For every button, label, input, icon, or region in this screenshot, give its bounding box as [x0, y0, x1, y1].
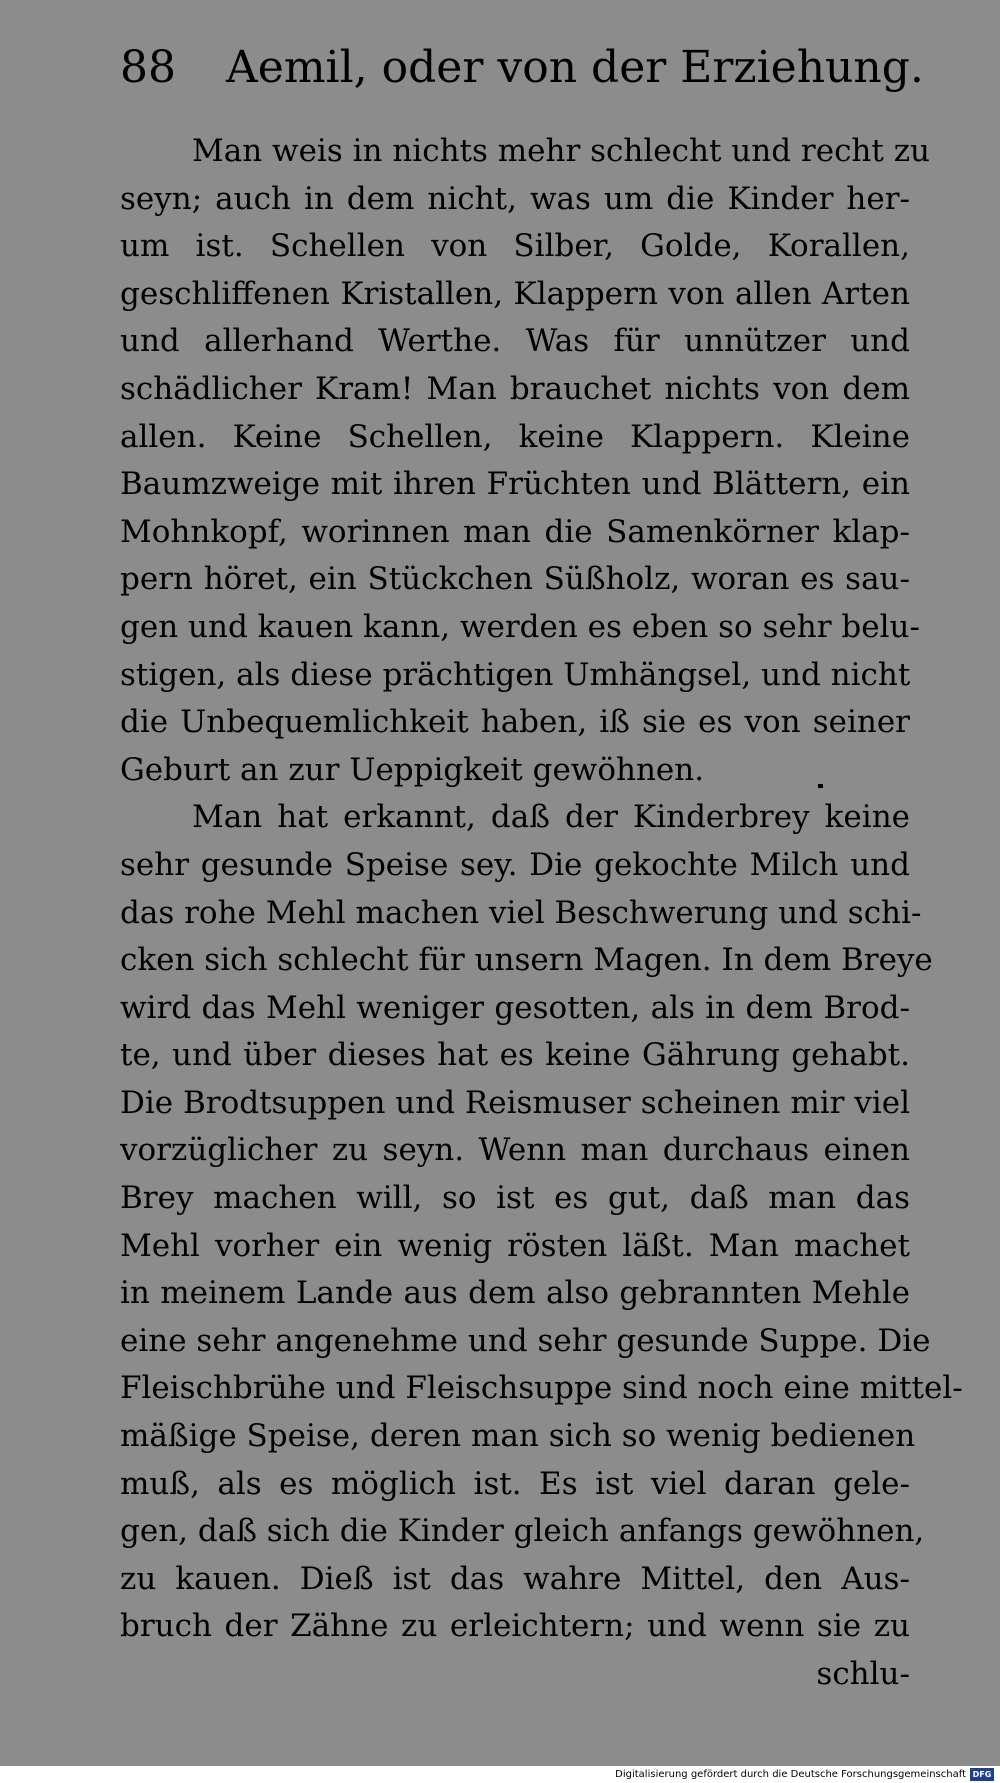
text-line: Mohnkopf, worinnen man die Samenkörner klap- — [120, 513, 910, 550]
text-line: gen und kauen kann, werden es eben so sehr belu- — [120, 608, 920, 645]
text-line: Baumzweige mit ihren Früchten und Blättern, ein — [120, 466, 910, 503]
text-line: Fleischbrühe und Fleischsuppe sind noch eine mittel- — [120, 1370, 963, 1407]
text-line: das rohe Mehl machen viel Beschwerung und schi- — [120, 894, 922, 931]
text-line: sehr gesunde Speise sey. Die gekochte Milch und — [120, 846, 910, 883]
text-line: zu kauen. Dieß ist das wahre Mittel, den Aus- — [120, 1560, 910, 1597]
print-speck — [818, 784, 823, 788]
text-line: mäßige Speise, deren man sich so wenig bedienen — [120, 1418, 916, 1455]
text-line: cken sich schlecht für unsern Magen. In dem Breye — [120, 942, 933, 979]
text-line: Geburt an zur Ueppigkeit gewöhnen. — [120, 751, 705, 788]
paragraph-2 — [120, 794, 963, 1651]
dfg-logo: DFG — [970, 1768, 994, 1781]
text-block — [120, 128, 963, 1699]
text-line: te, und über dieses hat es keine Gährung gehabt. — [120, 1037, 910, 1074]
text-line: muß, als es möglich ist. Es ist viel daran gele- — [120, 1465, 910, 1502]
funding-credit: Digitalisierung gefördert durch die Deutsche Forschungsgemeinschaft — [615, 1769, 966, 1780]
text-line: gen, daß sich die Kinder gleich anfangs gewöhnen, — [120, 1513, 925, 1550]
text-line: die Unbequemlichkeit haben, iß sie es von seiner — [120, 704, 910, 741]
text-line: vorzüglicher zu seyn. Wenn man durchaus einen — [120, 1132, 910, 1169]
catchword: schlu- — [816, 1656, 910, 1692]
text-line: allen. Keine Schellen, keine Klappern. Kleine — [120, 418, 910, 455]
text-line: geschliffenen Kristallen, Klappern von allen Arten — [120, 275, 910, 312]
running-title: Aemil, oder von der Erziehung. — [226, 42, 924, 93]
text-line: Man hat erkannt, daß der Kinderbrey keine — [192, 799, 910, 836]
text-line: um ist. Schellen von Silber, Golde, Korallen, — [120, 228, 910, 265]
text-line: wird das Mehl weniger gesotten, als in dem Brod- — [120, 989, 910, 1026]
text-line: Die Brodtsuppen und Reismuser scheinen mir viel — [120, 1084, 910, 1121]
text-line: und allerhand Werthe. Was für unnützer und — [120, 323, 910, 360]
text-line: pern höret, ein Stückchen Süßholz, woran es sau- — [120, 561, 910, 598]
text-line: in meinem Lande aus dem also gebrannten Mehle — [120, 1275, 910, 1312]
text-line: Brey machen will, so ist es gut, daß man das — [120, 1180, 910, 1217]
text-line: seyn; auch in dem nicht, was um die Kinder her- — [120, 180, 910, 217]
text-line: Mehl vorher ein wenig rösten läßt. Man machet — [120, 1227, 910, 1264]
text-line: Man weis in nichts mehr schlecht und recht zu — [192, 133, 931, 169]
footer-bar — [0, 1766, 1000, 1783]
text-line: stigen, als diese prächtigen Umhängsel, und nicht — [120, 656, 911, 693]
page-number: 88 — [120, 42, 176, 93]
text-line: eine sehr angenehme und sehr gesunde Suppe. Die — [120, 1322, 931, 1359]
running-head — [120, 38, 940, 98]
paragraph-1 — [120, 128, 931, 794]
text-line: bruch der Zähne zu erleichtern; und wenn sie zu — [120, 1608, 910, 1645]
text-line: schädlicher Kram! Man brauchet nichts von dem — [120, 370, 910, 407]
